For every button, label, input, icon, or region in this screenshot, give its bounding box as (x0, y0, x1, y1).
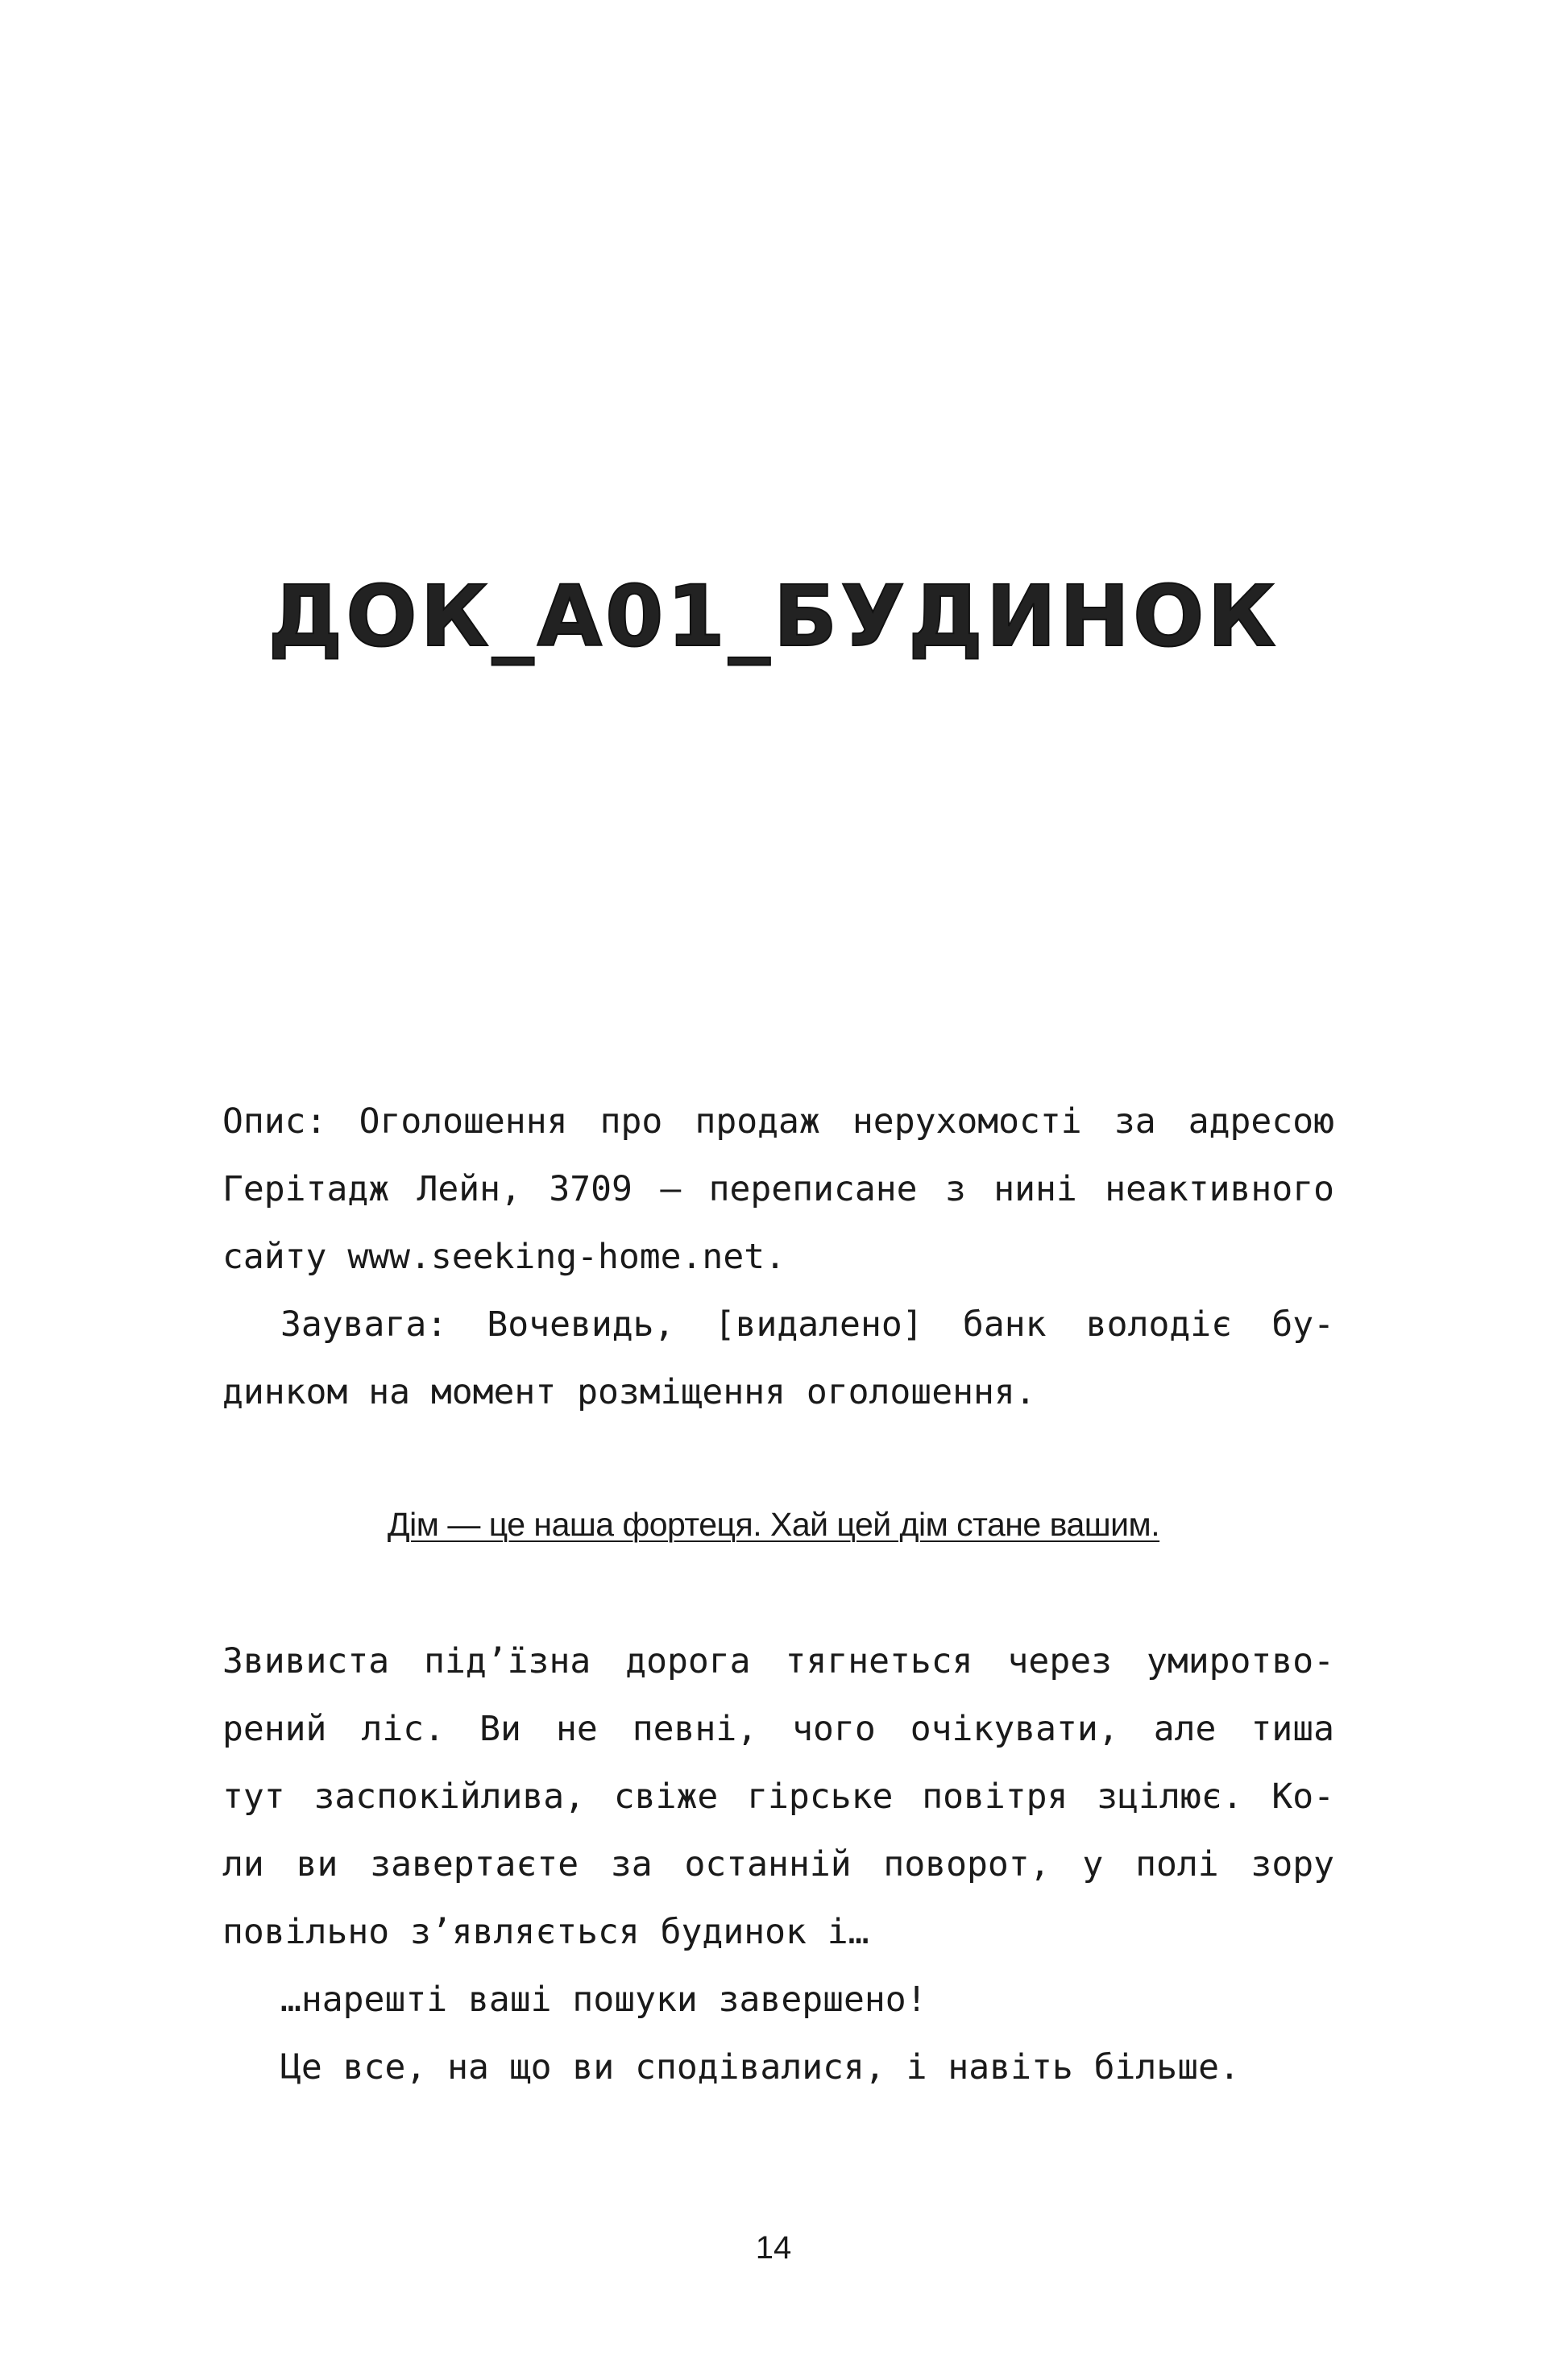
page-number: 14 (755, 2230, 792, 2266)
story-line: тут заспокійлива, свіже гірське повітря зцілює. Ко- (222, 1777, 1334, 1817)
note-line: динком на момент розміщення оголошення. (222, 1372, 1036, 1412)
description-line: Герітадж Лейн, 3709 – переписане з нині неактивного (222, 1169, 1334, 1209)
listing-slogan (0, 1500, 1547, 1549)
description-line: сайту www.seeking-home.net. (222, 1237, 786, 1277)
story-line: Це все, на що ви сподівалися, і навіть більше. (280, 2047, 1240, 2088)
story-line: повільно з’являється будинок і… (222, 1912, 869, 1952)
note-line: Заувага: Вочевидь, [видалено] банк володіє бу- (280, 1304, 1334, 1345)
listing-slogan-text: Дім — це наша фортеця. Хай цей дім стане вашим. (387, 1506, 1160, 1543)
document-title (0, 564, 1547, 669)
description-line: Опис: Оголошення про продаж нерухомості за адресою (222, 1101, 1334, 1142)
story-line: …нарешті ваші пошуки завершено! (280, 1980, 927, 2020)
story-block (222, 1627, 1334, 2101)
story-line: ли ви завертаєте за останній поворот, у полі зору (222, 1844, 1334, 1885)
description-block (222, 1088, 1334, 1426)
story-line: рений ліс. Ви не певні, чого очікувати, але тиша (222, 1709, 1334, 1749)
document-title-text: ДОК_А01_БУДИНОК (268, 564, 1279, 669)
story-line: Звивиста під’їзна дорога тягнеться через умиротво- (222, 1641, 1334, 1681)
